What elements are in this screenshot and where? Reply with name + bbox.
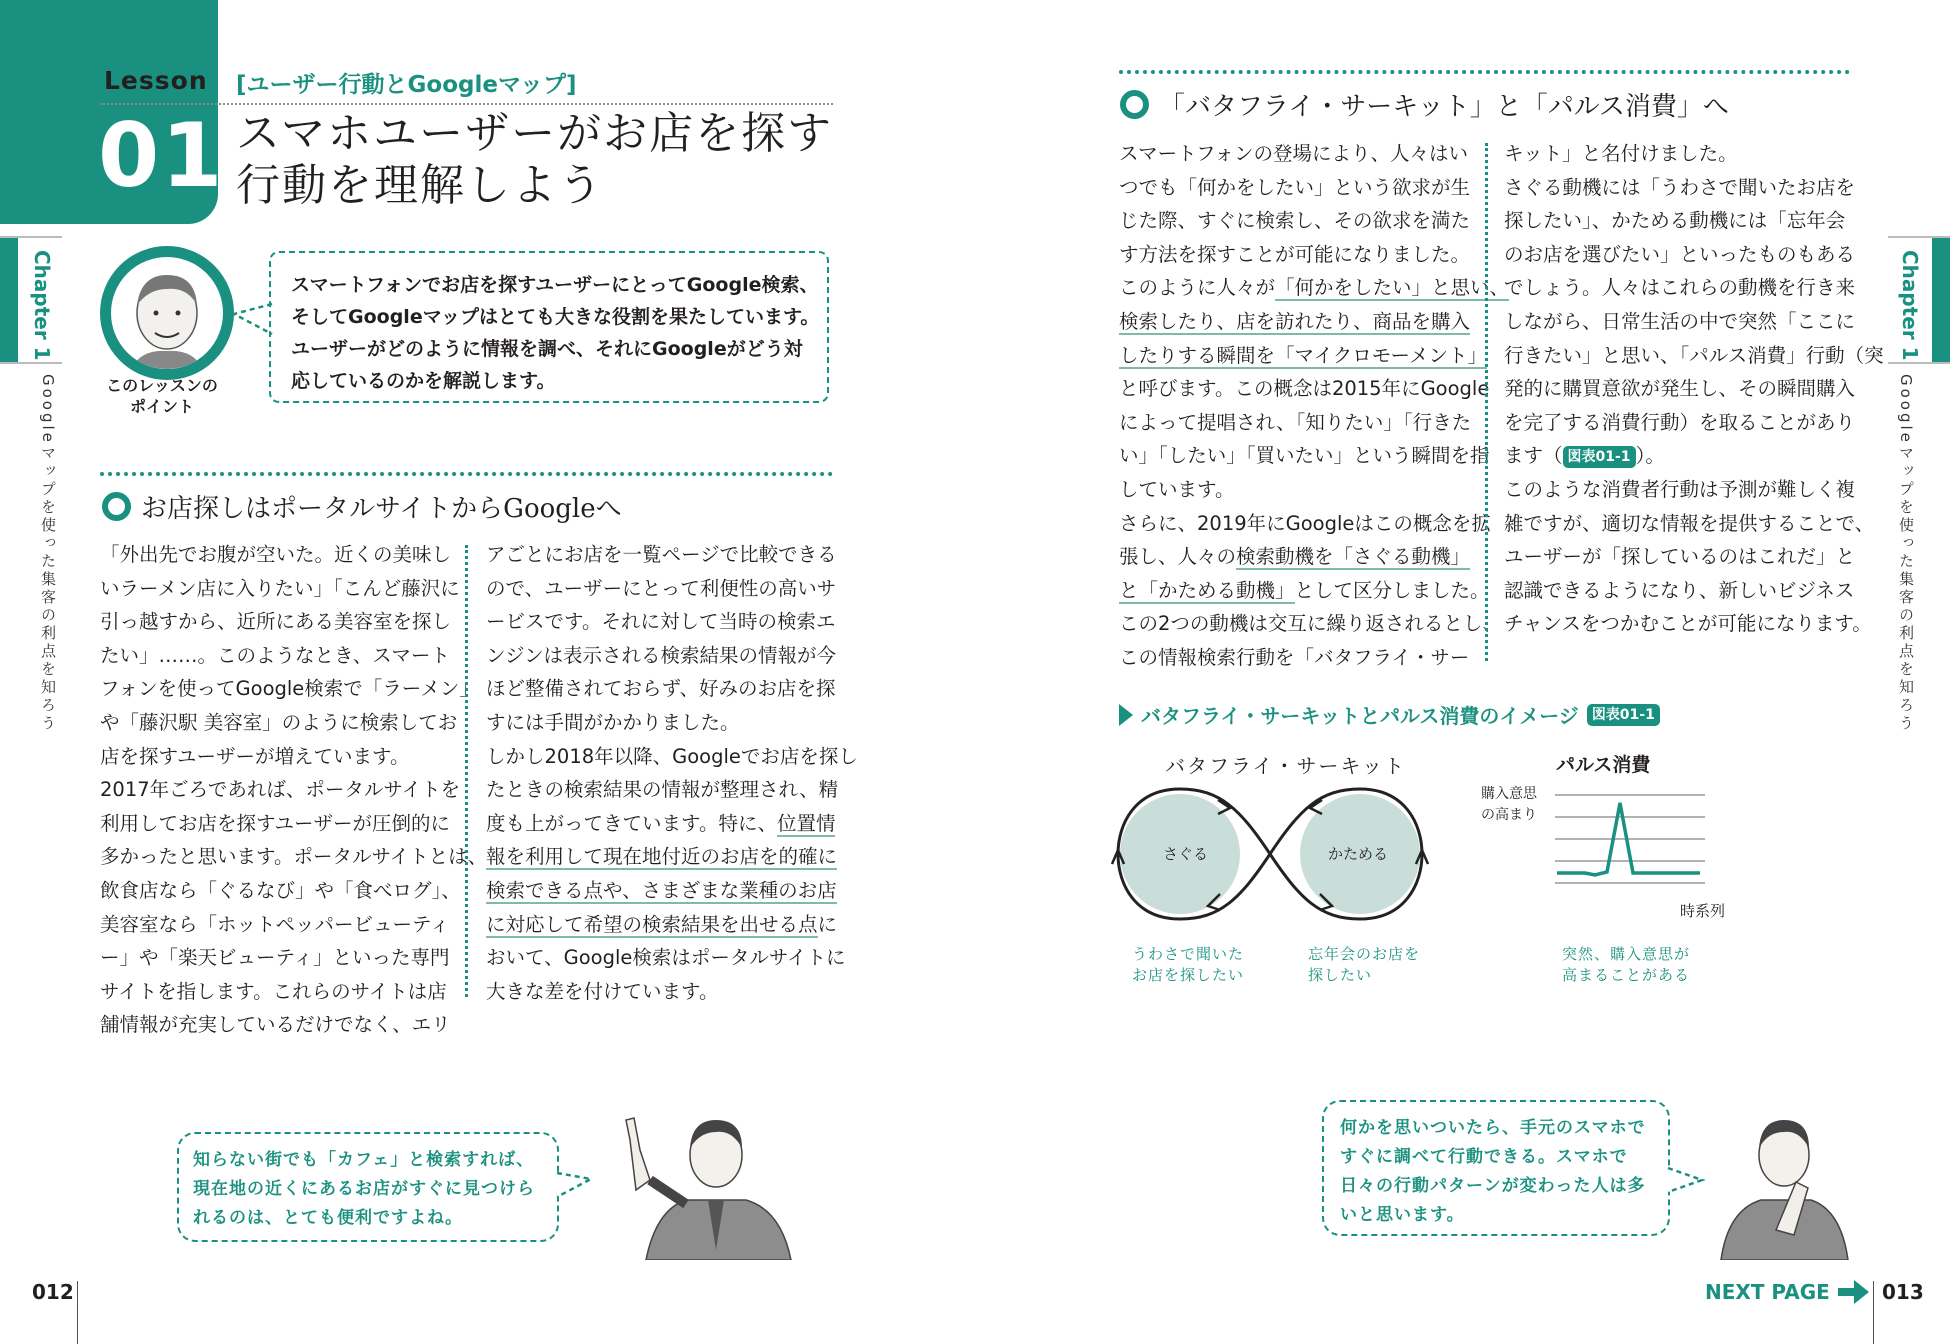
next-page-link[interactable]: [1705, 1279, 1870, 1305]
bubble-line: 何かを思いついたら、手元のスマホで: [1340, 1118, 1646, 1138]
text-line: ユーザーが「探しているのはこれだ」と: [1504, 545, 1856, 569]
bubble-line: すぐに調べて行動できる。スマホで: [1340, 1147, 1628, 1167]
text-line: さらに、2019年にGoogleはこの概念を拡: [1119, 511, 1491, 535]
speech-bubble: [1322, 1100, 1670, 1236]
section-heading-text: お店探しはポータルサイトからGoogleへ: [141, 494, 622, 524]
text-line: すには手間がかかりました。: [486, 710, 740, 734]
text-segment: 度も上がってきています。特に、: [486, 811, 777, 835]
text-line: い」「したい」「買いたい」という瞬間を指: [1119, 444, 1490, 468]
text-line: ので、ユーザーにとって利便性の高いサ: [486, 576, 837, 600]
text-line: 探したい」、かためる動機には「忘年会: [1504, 209, 1846, 233]
text-line: たい」……。このようなとき、スマート: [100, 643, 450, 667]
text-line: 飲食店なら「ぐるなび」や「食べログ」、: [100, 878, 461, 902]
pulse-x-label: 時系列: [1680, 902, 1726, 920]
text-line: いラーメン店に入りたい」「こんど藤沢に: [100, 576, 460, 600]
bubble-line: 現在地の近くにあるお店がすぐに見つけら: [193, 1179, 535, 1199]
bubble-line: いと思います。: [1340, 1205, 1465, 1225]
text-line: スマートフォンの登場により、人々はい: [1119, 142, 1469, 165]
text-line: しかし2018年以降、Googleでお店を探し: [486, 744, 858, 768]
arrow-right-icon: [1838, 1279, 1870, 1305]
bubble-line: 知らない街でも「カフェ」と検索すれば、: [193, 1150, 535, 1170]
text-line: [1119, 305, 1509, 339]
title-line: 行動を理解しよう: [236, 160, 604, 211]
butterfly-circuit-diagram: [1110, 784, 1450, 924]
underlined-text: 検索したり、店を訪れたり、商品を購入: [1119, 309, 1471, 333]
text-line: このような消費者行動は予測が難しく複: [1504, 477, 1856, 501]
figure-title-text: バタフライ・サーキットとパルス消費のイメージ: [1141, 704, 1579, 728]
caption-line: 高まることがある: [1562, 966, 1691, 984]
butterfly-title: バタフライ・サーキット: [1165, 754, 1406, 778]
body-column: [1119, 137, 1509, 675]
lesson-kicker: [ユーザー行動とGoogleマップ]: [236, 72, 577, 98]
text-line: [486, 807, 858, 841]
page-rule: [77, 1281, 78, 1344]
underlined-text: 検索動機を「さぐる動機」: [1236, 545, 1471, 569]
lesson-point-box: [269, 251, 829, 403]
text-line: たときの検索結果の情報が整理され、精: [486, 778, 839, 802]
column-divider: [1485, 143, 1488, 661]
saguru-caption: [1132, 944, 1244, 986]
avatar: [100, 246, 234, 380]
text-segment: として区分しました。: [1294, 578, 1490, 602]
text-line: ー」や「楽天ビューティ」といった専門: [100, 946, 450, 970]
text-line: ービスです。それに対して当時の検索エ: [486, 610, 836, 634]
caption-line: 突然、購入意思が: [1562, 945, 1691, 963]
text-segment: ます（: [1504, 444, 1563, 468]
underlined-text: と「かためる動機」: [1119, 578, 1295, 602]
underlined-text: 検索できる点や、さまざまな業種のお店: [486, 878, 837, 902]
pulse-caption: [1562, 944, 1690, 986]
text-line: おいて、Google検索はポータルサイトに: [486, 946, 846, 970]
text-line: 「外出先でお腹が空いた。近くの美味し: [100, 543, 452, 566]
page-number: 013: [1882, 1280, 1924, 1304]
text-line: [1119, 574, 1509, 608]
text-line: [1119, 271, 1509, 305]
text-line: 美容室なら「ホットペッパービューティ: [100, 912, 450, 936]
point-line: 応しているのかを解説します。: [291, 370, 556, 392]
text-segment: このように人々が: [1119, 276, 1276, 300]
chapter-label: Chapter 1: [1898, 250, 1922, 361]
text-line: 店を探すユーザーが増えています。: [100, 744, 410, 768]
text-line: 利用してお店を探すユーザーが圧倒的に: [100, 811, 451, 835]
lesson-number: 01: [98, 104, 225, 207]
text-line: や「藤沢駅 美容室」のように検索してお: [100, 710, 458, 734]
page-title: [236, 108, 833, 212]
caption-line: 忘年会のお店を: [1308, 945, 1421, 963]
figure-title: [1119, 700, 1660, 729]
text-line: キット」と名付けました。: [1504, 142, 1738, 165]
text-line: ンジンは表示される検索結果の情報が今: [486, 643, 837, 667]
man-pointing-illustration-icon: [616, 1100, 806, 1260]
text-line: [486, 840, 858, 874]
point-line: そしてGoogleマップはとても大きな役割を果たしています。: [291, 306, 820, 328]
text-segment: ）。: [1635, 444, 1665, 468]
text-line: [1504, 439, 1884, 473]
text-line: チャンスをつかむことが可能になります。: [1504, 612, 1872, 636]
caption-line: お店を探したい: [1132, 966, 1245, 984]
text-line: を完了する消費行動）を取ることがあり: [1504, 410, 1856, 434]
speech-pointer-icon: [555, 1165, 595, 1205]
caption-line: このレッスンの: [106, 376, 218, 395]
y-label-line: の高まり: [1481, 807, 1537, 823]
text-line: アごとにお店を一覧ページで比較できる: [486, 543, 837, 566]
y-label-line: 購入意思: [1481, 786, 1537, 802]
text-line: す方法を探すことが可能になりました。: [1119, 242, 1471, 266]
text-segment: 張し、人々の: [1119, 545, 1237, 569]
speech-pointer-icon: [232, 300, 274, 340]
text-line: ほど整備されておらず、好みのお店を探: [486, 677, 836, 701]
section-heading-text: 「バタフライ・サーキット」と「パルス消費」へ: [1159, 92, 1729, 122]
bubble-line: れるのは、とても便利ですよね。: [193, 1208, 463, 1228]
text-line: によって提唱され、「知りたい」「行きた: [1119, 410, 1472, 434]
pulse-title: パルス消費: [1556, 754, 1651, 776]
text-line: 引っ越すから、近所にある美容室を探し: [100, 610, 452, 634]
page-number: 012: [32, 1280, 74, 1304]
text-line: サイトを指します。これらのサイトは店: [100, 979, 447, 1003]
underlined-text: 「何かをしたい」と思い、: [1275, 276, 1510, 300]
chapter-label: Chapter 1: [30, 250, 54, 361]
underlined-text: 位置情: [776, 811, 836, 835]
triangle-bullet-icon: [1119, 704, 1133, 726]
pulse-y-label: [1481, 784, 1537, 826]
text-line: つでも「何かをしたい」という欲求が生: [1119, 175, 1471, 199]
chapter-tab: [1888, 236, 1950, 364]
text-line: 認識できるようになり、新しいビジネス: [1504, 578, 1855, 602]
figure-badge: 図表01-1: [1587, 704, 1660, 726]
text-line: しながら、日常生活の中で突然「ここに: [1504, 309, 1856, 333]
text-line: 行きたい」と思い、「パルス消費」行動（突: [1504, 343, 1884, 367]
section-heading: [1120, 86, 1729, 123]
caption-line: 探したい: [1308, 966, 1373, 984]
point-line: スマートフォンでお店を探すユーザーにとってGoogle検索、: [291, 274, 819, 296]
ring-bullet-icon: [102, 492, 131, 521]
speech-pointer-icon: [1666, 1160, 1706, 1200]
caption-line: ポイント: [129, 397, 194, 416]
text-line: [486, 908, 858, 942]
text-line: [1119, 339, 1509, 373]
chapter-tab: [0, 236, 62, 364]
lesson-label: Lesson: [104, 66, 208, 95]
running-side-text: Googleマップを使った集客の利点を知ろう: [39, 374, 57, 733]
figure-reference-badge: 図表01-1: [1563, 446, 1636, 468]
body-column: [486, 538, 858, 1008]
saguru-label: さぐる: [1163, 845, 1209, 863]
text-line: 舗情報が充実しているだけでなく、エリ: [100, 1013, 451, 1037]
presenter-portrait-icon: [111, 257, 223, 369]
column-divider: [465, 545, 468, 997]
section-divider: [1119, 70, 1850, 74]
bubble-line: 日々の行動パターンが変わった人は多: [1340, 1176, 1646, 1196]
text-segment: に: [817, 912, 838, 936]
man-thinking-illustration-icon: [1716, 1100, 1851, 1260]
katameru-caption: [1308, 944, 1420, 986]
ring-bullet-icon: [1120, 90, 1149, 119]
text-line: 2017年ごろであれば、ポータルサイトを: [100, 778, 461, 802]
text-line: 大きな差を付けています。: [486, 979, 719, 1003]
text-line: この2つの動機は交互に繰り返されるとし、: [1119, 612, 1502, 636]
caption-line: うわさで聞いた: [1132, 945, 1245, 963]
speech-bubble: [177, 1132, 559, 1242]
text-line: と呼びます。この概念は2015年にGoogle: [1119, 377, 1490, 401]
text-line: 発的に購買意欲が発生し、その瞬間購入: [1504, 377, 1856, 401]
point-line: ユーザーがどのように情報を調べ、それにGoogleがどう対: [291, 338, 803, 360]
section-divider: [100, 472, 833, 476]
underlined-text: 報を利用して現在地付近のお店を的確に: [486, 845, 838, 869]
page-rule: [1873, 1281, 1874, 1344]
text-line: しています。: [1119, 477, 1235, 501]
body-column: [1504, 137, 1884, 641]
text-line: のお店を選びたい」といったものもある: [1504, 242, 1856, 266]
text-line: [1119, 540, 1509, 574]
text-line: [486, 874, 858, 908]
section-heading: [102, 488, 622, 525]
underlined-text: したりする瞬間を「マイクロモーメント」: [1119, 343, 1487, 367]
body-column: [100, 538, 487, 1042]
gridlines: [1555, 795, 1705, 883]
avatar-caption: [92, 375, 232, 417]
text-line: 多かったと思います。ポータルサイトとは、: [100, 845, 488, 869]
text-line: じた際、すぐに検索し、その欲求を満た: [1119, 209, 1471, 233]
underlined-text: に対応して希望の検索結果を出せる点: [486, 912, 818, 936]
running-side-text: Googleマップを使った集客の利点を知ろう: [1897, 374, 1915, 733]
katameru-label: かためる: [1328, 845, 1389, 863]
title-line: スマホユーザーがお店を探す: [236, 108, 834, 159]
text-line: フォンを使ってGoogle検索で「ラーメン」: [100, 677, 479, 701]
next-page-label: NEXT PAGE: [1705, 1280, 1830, 1304]
text-line: 雑ですが、適切な情報を提供することで、: [1504, 511, 1875, 535]
text-line: でしょう。人々はこれらの動機を行き来: [1504, 276, 1856, 300]
text-line: さぐる動機には「うわさで聞いたお店を: [1504, 175, 1856, 199]
pulse-chart: [1555, 790, 1707, 890]
text-line: この情報検索行動を「バタフライ・サー: [1119, 645, 1470, 669]
